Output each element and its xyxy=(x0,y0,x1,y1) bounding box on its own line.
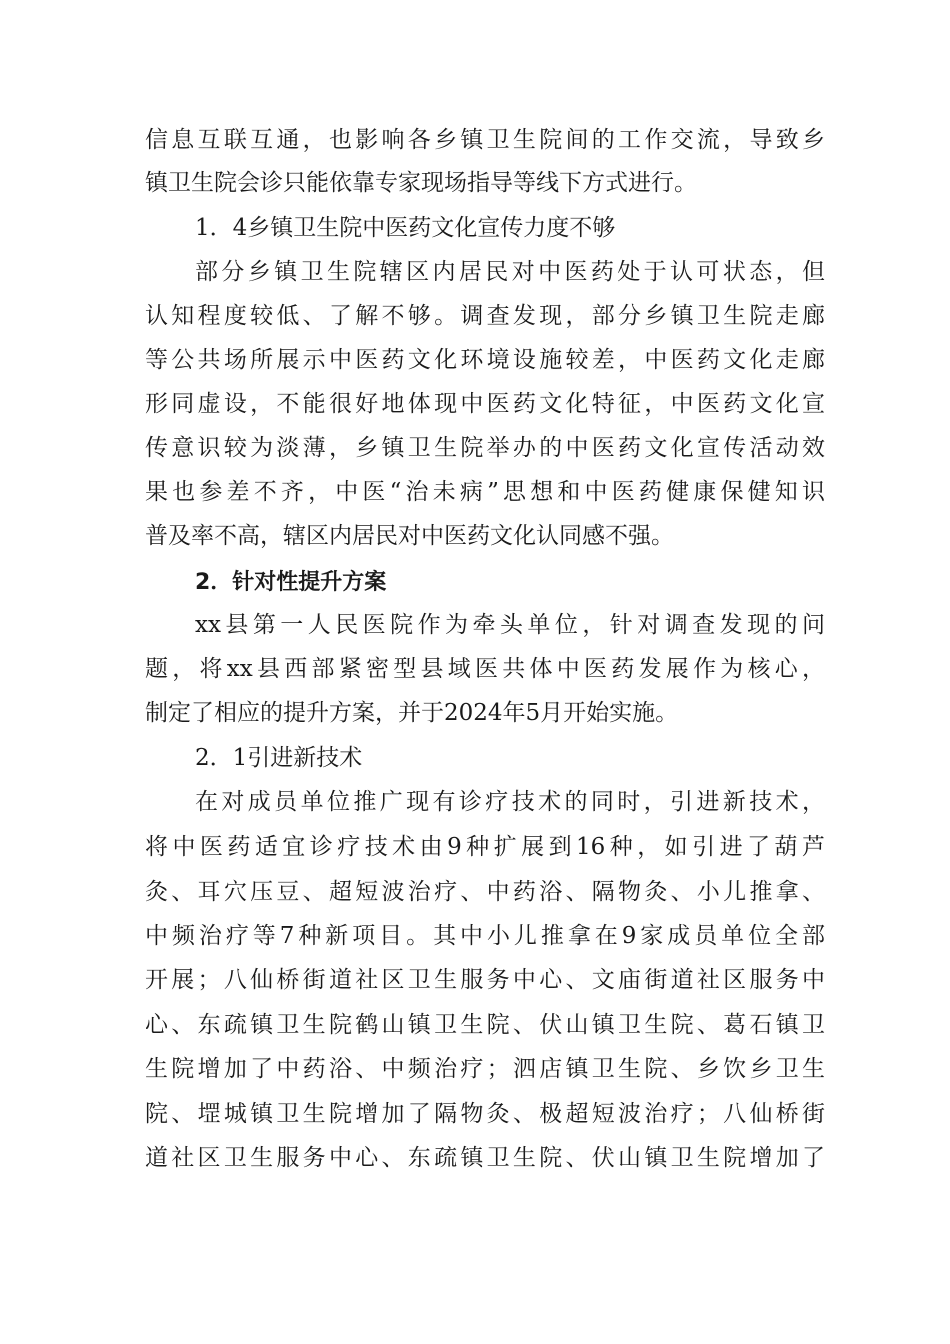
text-line-20: 开展；八仙桥街道社区卫生服务中心、文庙街道社区服务中 xyxy=(145,967,825,993)
text-line-7: 形同虚设，不能很好地体现中医药文化特征，中医药文化宣 xyxy=(145,391,825,417)
text-line-10: 普及率不高，辖区内居民对中医药文化认同感不强。 xyxy=(145,523,674,549)
text-line-13: 题，将xx县西部紧密型县域医共体中医药发展作为核心， xyxy=(145,656,825,682)
section-heading-1-4: 1．4乡镇卫生院中医药文化宣传力度不够 xyxy=(195,215,616,241)
text-line-2: 镇卫生院会诊只能依靠专家现场指导等线下方式进行。 xyxy=(145,170,697,196)
text-line-8: 传意识较为淡薄，乡镇卫生院举办的中医药文化宣传活动效 xyxy=(145,435,825,461)
text-line-16: 在对成员单位推广现有诊疗技术的同时，引进新技术， xyxy=(195,789,825,815)
text-line-19: 中频治疗等7种新项目。其中小儿推拿在9家成员单位全部 xyxy=(145,923,825,949)
text-line-24: 道社区卫生服务中心、东疏镇卫生院、伏山镇卫生院增加了 xyxy=(145,1145,825,1171)
text-line-17: 将中医药适宜诊疗技术由9种扩展到16种，如引进了葫芦 xyxy=(145,834,825,860)
text-line-12: xx县第一人民医院作为牵头单位，针对调查发现的问 xyxy=(195,612,825,638)
text-line-22: 生院增加了中药浴、中频治疗；泗店镇卫生院、乡饮乡卫生 xyxy=(145,1056,825,1082)
text-line-1: 信息互联互通，也影响各乡镇卫生院间的工作交流，导致乡 xyxy=(145,127,825,153)
text-line-4: 部分乡镇卫生院辖区内居民对中医药处于认可状态，但 xyxy=(195,259,825,285)
text-line-6: 等公共场所展示中医药文化环境设施较差，中医药文化走廊 xyxy=(145,347,825,373)
text-line-9: 果也参差不齐，中医“治未病”思想和中医药健康保健知识 xyxy=(145,479,825,505)
text-line-5: 认知程度较低、了解不够。调查发现，部分乡镇卫生院走廊 xyxy=(145,303,825,329)
text-line-23: 院、堽城镇卫生院增加了隔物灸、极超短波治疗；八仙桥街 xyxy=(145,1101,825,1127)
section-heading-2-1: 2．1引进新技术 xyxy=(195,745,363,771)
section-heading-2: 2．针对性提升方案 xyxy=(195,570,387,595)
text-line-21: 心、东疏镇卫生院鹤山镇卫生院、伏山镇卫生院、葛石镇卫 xyxy=(145,1012,825,1038)
text-line-18: 灸、耳穴压豆、超短波治疗、中药浴、隔物灸、小儿推拿、 xyxy=(145,879,825,905)
text-line-14: 制定了相应的提升方案，并于2024年5月开始实施。 xyxy=(145,700,679,726)
